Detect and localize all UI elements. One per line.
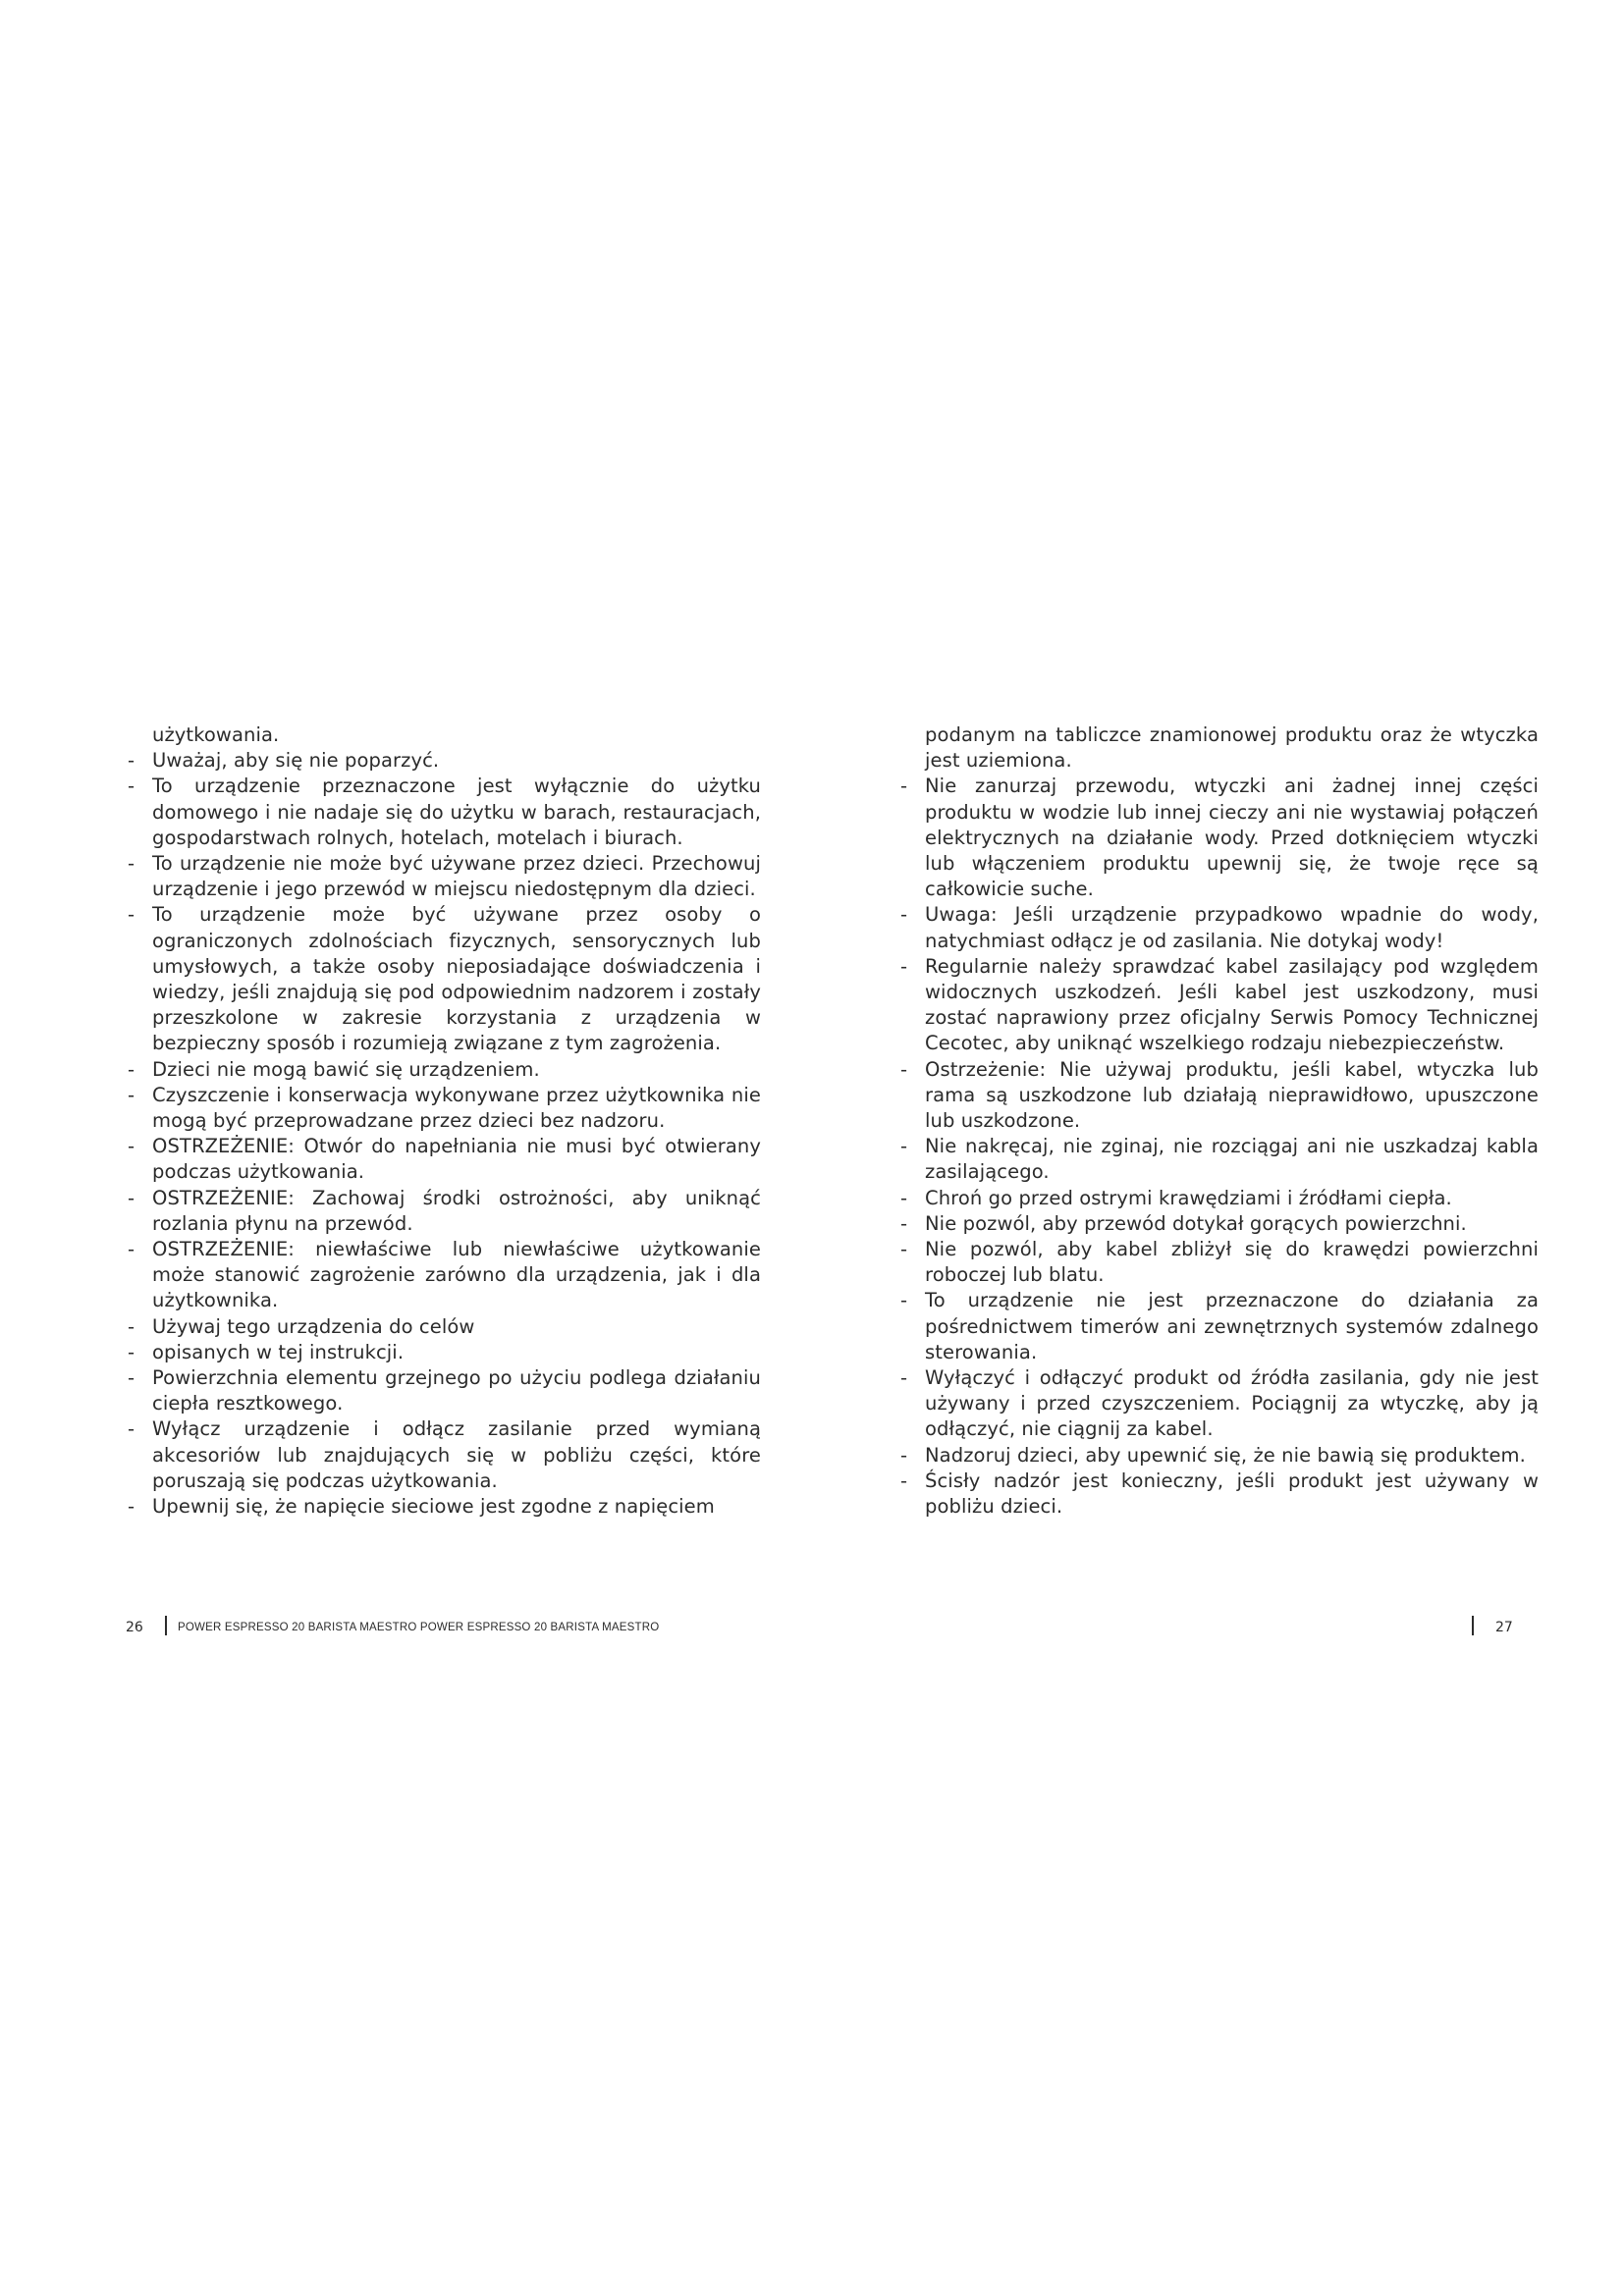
footer-separator-right <box>1472 1616 1474 1635</box>
product-name: POWER ESPRESSO 20 BARISTA MAESTRO POWER ESPRESSO 20 BARISTA MAESTRO <box>178 1622 660 1633</box>
list-item-text: opisanych w tej instrukcji. <box>152 1340 405 1363</box>
list-item <box>123 1494 761 1520</box>
list-item-text: Chroń go przed ostrymi krawędziami i źródłami ciepła. <box>925 1186 1452 1209</box>
list-item <box>895 902 1539 953</box>
list-item <box>895 1288 1539 1365</box>
list-dash: - <box>900 1443 908 1467</box>
list-dash: - <box>900 774 908 798</box>
list-dash: - <box>900 1211 908 1235</box>
list-item-text: Regularnie należy sprawdzać kabel zasilający pod względem widocznych uszkodzeń. Jeśli kabel jest uszkodzony, musi zostać naprawiony przez oficjalny Serwis Pomocy Technicznej Cecotec, aby uniknąć wszelkiego rodzaju niebezpieczeństw. <box>925 954 1539 1055</box>
list-item-text: Nie pozwól, aby kabel zbliżył się do krawędzi powierzchni roboczej lub blatu. <box>925 1238 1539 1287</box>
list-dash: - <box>900 1468 908 1492</box>
list-dash: - <box>128 1495 135 1519</box>
list-item <box>895 1443 1539 1468</box>
list-item <box>123 1314 761 1340</box>
list-item-text: Uważaj, aby się nie poparzyć. <box>152 749 440 773</box>
list-dash: - <box>128 1083 135 1106</box>
list-item-text: Nie zanurzaj przewodu, wtyczki ani żadnej innej części produktu w wodzie lub innej cieczy ani nie wystawiaj połączeń elektrycznych na działanie wody. Przed dotknięciem wtyczki lub włączeniem produktu upewnij się, że twoje ręce są całkowicie suche. <box>925 774 1539 901</box>
list-item-text: OSTRZEŻENIE: niewłaściwe lub niewłaściwe użytkowanie może stanowić zagrożenie zarówno dla urządzenia, jak i dla użytkownika. <box>152 1238 761 1312</box>
list-item <box>895 954 1539 1057</box>
list-item-text: Wyłącz urządzenie i odłącz zasilanie przed wymianą akcesoriów lub znajdujących się w pobliżu części, które poruszają się podczas użytkowania. <box>152 1417 761 1492</box>
list-item-text: OSTRZEŻENIE: Otwór do napełniania nie musi być otwierany podczas użytkowania. <box>152 1135 761 1184</box>
list-item <box>123 851 761 902</box>
list-dash: - <box>128 1417 135 1441</box>
list-dash: - <box>128 1238 135 1261</box>
list-dash: - <box>900 1057 908 1081</box>
list-dash: - <box>128 1135 135 1158</box>
list-item <box>123 1057 761 1083</box>
list-item-text: Nie nakręcaj, nie zginaj, nie rozciągaj ani nie uszkadzaj kabla zasilającego. <box>925 1135 1539 1184</box>
list-item-text: Ostrzeżenie: Nie używaj produktu, jeśli kabel, wtyczka lub rama są uszkodzone lub działają nieprawidłowo, upuszczone lub uszkodzone. <box>925 1057 1539 1133</box>
list-dash: - <box>128 903 135 927</box>
list-item-text: Czyszczenie i konserwacja wykonywane przez użytkownika nie mogą być przeprowadzane przez dzieci bez nadzoru. <box>152 1083 761 1133</box>
list-item-text: To urządzenie może być używane przez osoby o ograniczonych zdolnościach fizycznych, sensorycznych lub umysłowych, a także osoby nieposiadające doświadczenia i wiedzy, jeśli znajdują się pod odpowiednim nadzorem i zostały przeszkolone w zakresie korzystania z urządzenia w bezpieczny sposób i rozumieją związane z tym zagrożenia. <box>152 903 761 1055</box>
list-item <box>123 1186 761 1237</box>
list-dash: - <box>128 1340 135 1363</box>
list-dash: - <box>900 1135 908 1158</box>
list-item <box>895 774 1539 902</box>
list-dash: - <box>900 1238 908 1261</box>
list-item-text: Powierzchnia elementu grzejnego po użyciu podlega działaniu ciepła resztkowego. <box>152 1366 761 1415</box>
list-item <box>123 902 761 1056</box>
list-item <box>123 1365 761 1416</box>
list-dash: - <box>900 1289 908 1312</box>
list-item <box>123 1134 761 1185</box>
list-item <box>895 1186 1539 1211</box>
list-item <box>895 1134 1539 1185</box>
list-dash: - <box>128 1186 135 1209</box>
list-item <box>895 1237 1539 1288</box>
list-dash: - <box>128 774 135 798</box>
list-item-text: Wyłączyć i odłączyć produkt od źródła zasilania, gdy nie jest używany i przed czyszczeniem. Pociągnij za wtyczkę, aby ją odłączyć, nie ciągnij za kabel. <box>925 1366 1539 1441</box>
list-item-text: To urządzenie przeznaczone jest wyłącznie do użytku domowego i nie nadaje się do użytku w barach, restauracjach, gospodarstwach rolnych, hotelach, motelach i biurach. <box>152 774 761 849</box>
footer-separator-left <box>165 1616 167 1635</box>
list-item-text: użytkowania. <box>152 723 280 746</box>
list-item <box>123 1083 761 1134</box>
list-item <box>895 1211 1539 1237</box>
list-dash: - <box>900 1366 908 1390</box>
list-item-text: Dzieci nie mogą bawić się urządzeniem. <box>152 1057 540 1081</box>
list-dash: - <box>128 1314 135 1338</box>
list-dash: - <box>900 954 908 978</box>
list-item <box>123 722 761 748</box>
right-column <box>895 722 1539 1520</box>
list-item <box>123 1416 761 1494</box>
list-dash: - <box>128 1366 135 1390</box>
list-item-text: Upewnij się, że napięcie sieciowe jest zgodne z napięciem <box>152 1495 715 1519</box>
list-dash: - <box>128 1057 135 1081</box>
list-item-text: To urządzenie nie może być używane przez dzieci. Przechowuj urządzenie i jego przewód w miejscu niedostępnym dla dzieci. <box>152 852 761 901</box>
list-dash: - <box>900 1186 908 1209</box>
list-item-text: OSTRZEŻENIE: Zachowaj środki ostrożności, aby uniknąć rozlania płynu na przewód. <box>152 1186 761 1235</box>
list-item-text: Nie pozwól, aby przewód dotykał gorących powierzchni. <box>925 1211 1467 1235</box>
left-column <box>123 722 761 1520</box>
list-item <box>895 1057 1539 1135</box>
list-item-text: To urządzenie nie jest przeznaczone do działania za pośrednictwem timerów ani zewnętrznych systemów zdalnego sterowania. <box>925 1289 1539 1363</box>
list-item <box>123 774 761 851</box>
list-item <box>895 1365 1539 1443</box>
list-item-text: Ścisły nadzór jest konieczny, jeśli produkt jest używany w pobliżu dzieci. <box>925 1468 1539 1519</box>
list-item <box>123 748 761 774</box>
list-item <box>123 1340 761 1365</box>
list-dash: - <box>128 749 135 773</box>
list-item <box>895 1468 1539 1520</box>
page-number-left: 26 <box>126 1620 143 1635</box>
list-item-text: Używaj tego urządzenia do celów <box>152 1314 475 1338</box>
list-item-text: podanym na tabliczce znamionowej produktu oraz że wtyczka jest uziemiona. <box>925 723 1539 773</box>
list-dash: - <box>128 852 135 876</box>
list-dash: - <box>900 903 908 927</box>
list-item <box>895 722 1539 774</box>
page-number-right: 27 <box>1495 1620 1513 1635</box>
list-item-text: Nadzoruj dzieci, aby upewnić się, że nie bawią się produktem. <box>925 1443 1526 1467</box>
list-item <box>123 1237 761 1314</box>
list-item-text: Uwaga: Jeśli urządzenie przypadkowo wpadnie do wody, natychmiast odłącz je od zasilania. Nie dotykaj wody! <box>925 903 1539 952</box>
